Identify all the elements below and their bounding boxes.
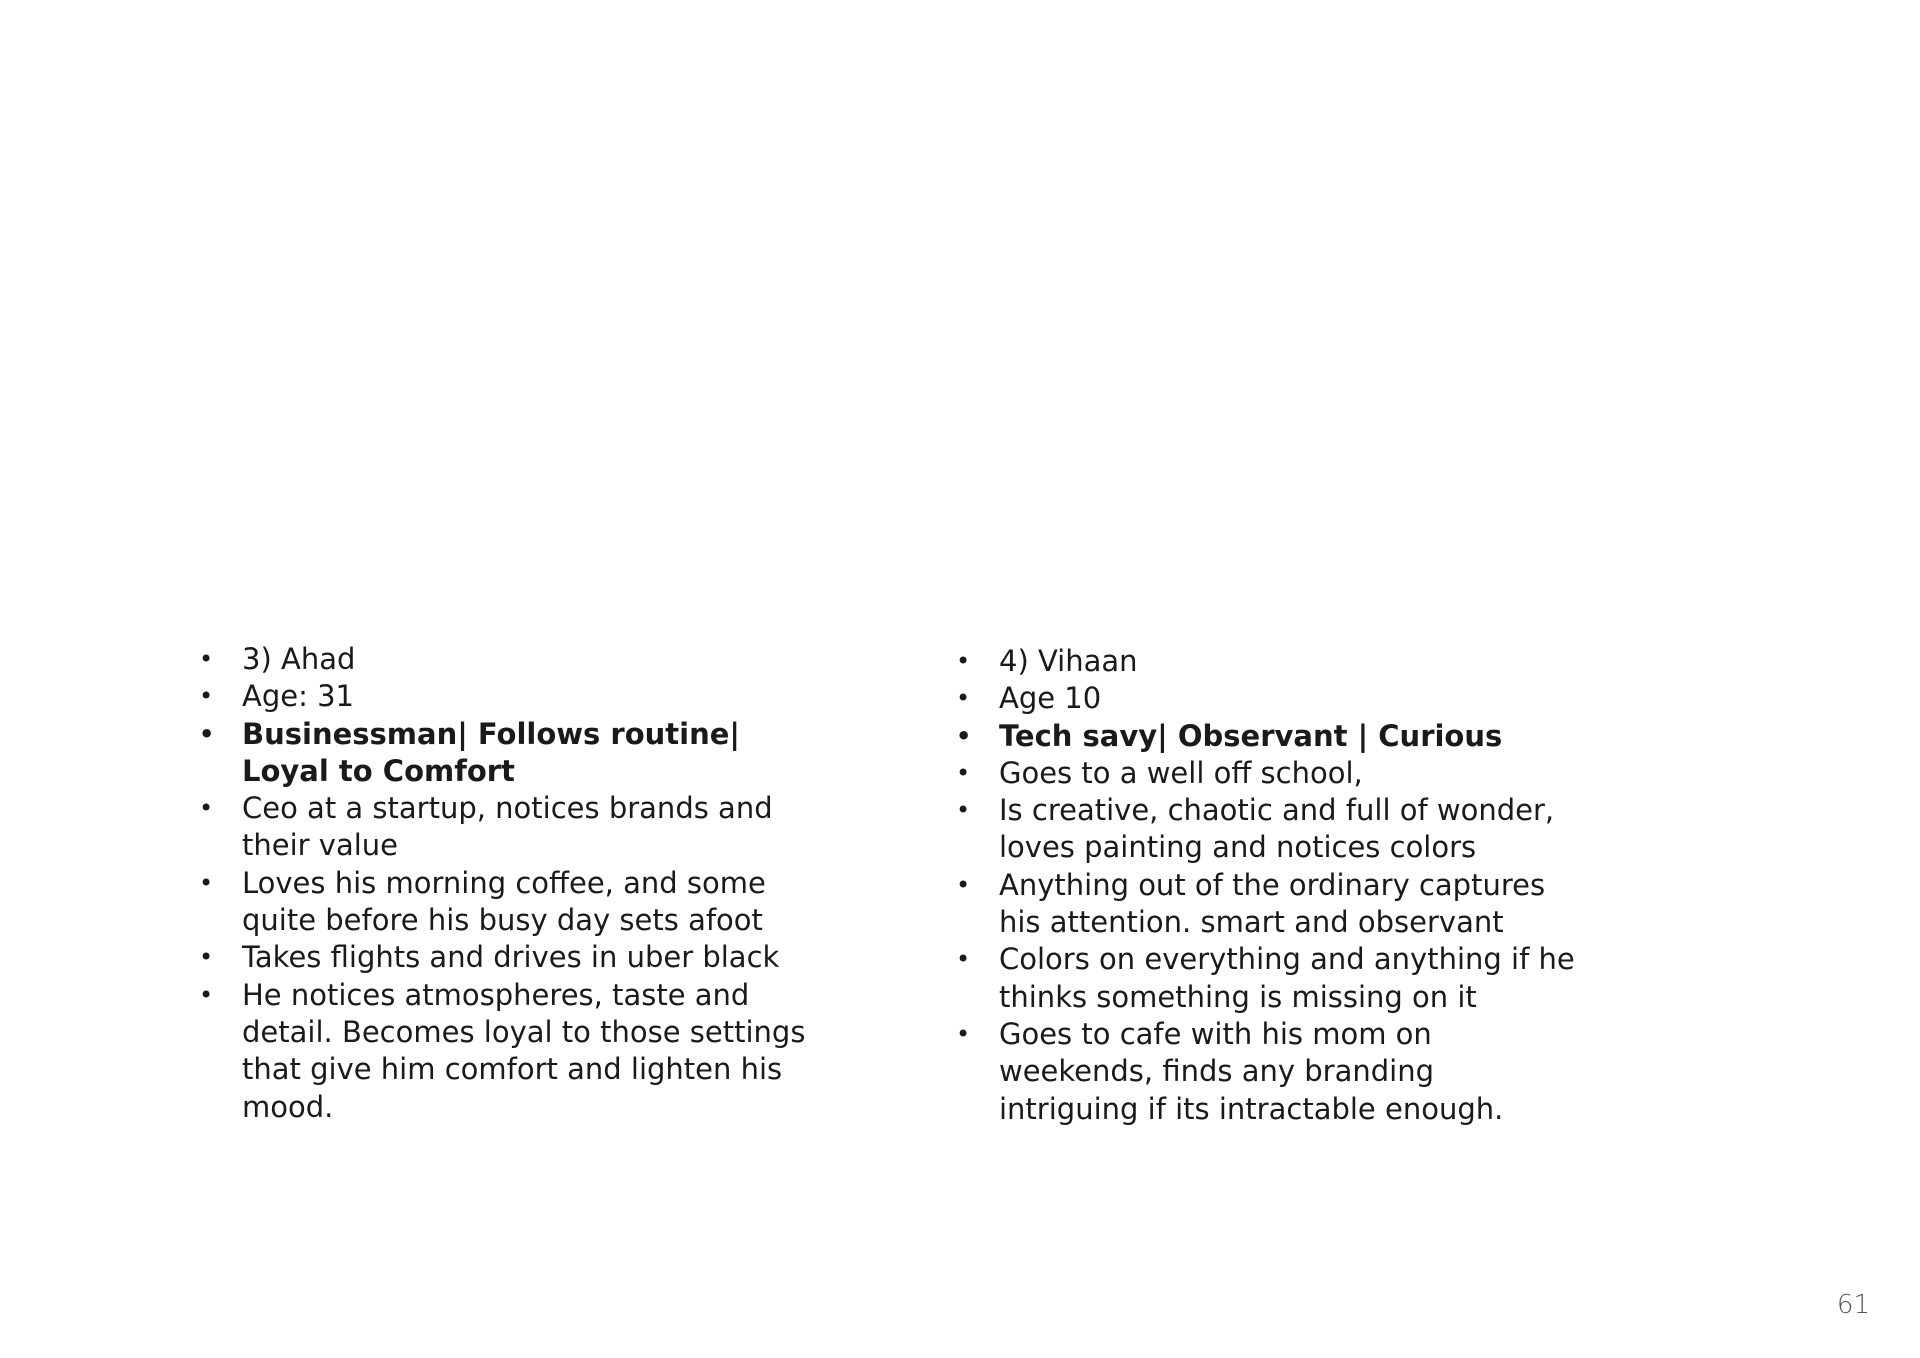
list-item: • Anything out of the ordinary captures his attention. smart and observant [956, 867, 1576, 942]
list-item: • Goes to a well off school, [956, 755, 1576, 792]
list-item: • Is creative, chaotic and full of wonder, loves painting and notices colors [956, 792, 1576, 867]
persona-name: • 3) Ahad [199, 641, 819, 678]
list-item: • Loves his morning coffee, and some quite before his busy day sets afoot [199, 865, 819, 940]
persona-list-ahad [199, 641, 819, 1126]
page-number: 61 [1836, 1290, 1870, 1320]
list-item: • He notices atmospheres, taste and detail. Becomes loyal to those settings that give him comfort and lighten his mood. [199, 977, 819, 1126]
persona-name: • 4) Vihaan [956, 643, 1576, 680]
persona-list-vihaan [956, 643, 1576, 1128]
list-item: • Ceo at a startup, notices brands and their value [199, 790, 819, 865]
persona-age: • Age 10 [956, 680, 1576, 717]
list-item: • Takes flights and drives in uber black [199, 939, 819, 976]
persona-traits: • Tech savy| Observant | Curious [956, 718, 1576, 755]
list-item: • Goes to cafe with his mom on weekends, finds any branding intriguing if its intractable enough. [956, 1016, 1576, 1128]
persona-age: • Age: 31 [199, 678, 819, 715]
persona-traits: • Businessman| Follows routine| Loyal to Comfort [199, 716, 819, 791]
list-item: • Colors on everything and anything if he thinks something is missing on it [956, 941, 1576, 1016]
